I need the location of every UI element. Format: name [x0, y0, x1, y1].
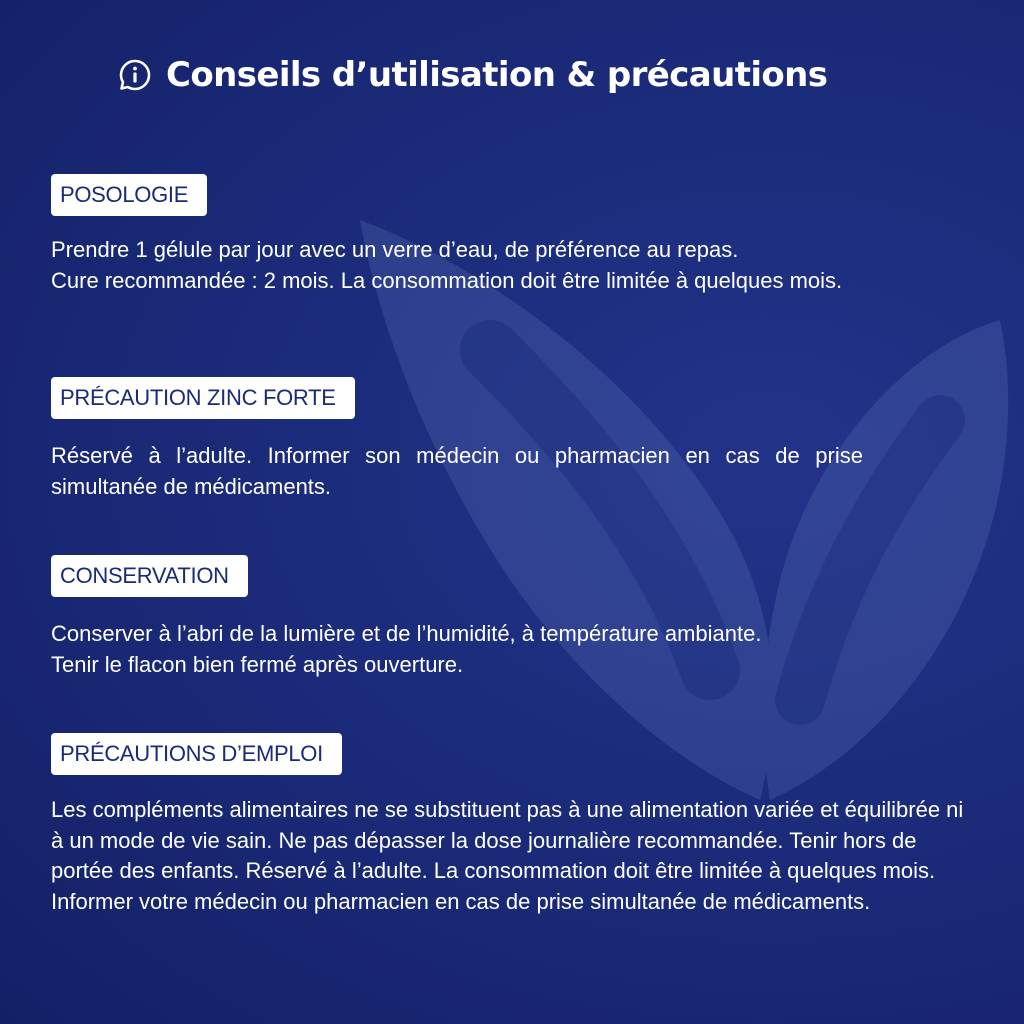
conservation-line: Tenir le flacon bien fermé après ouverture.: [51, 651, 464, 677]
conservation-text: [51, 619, 771, 680]
posologie-badge: POSOLOGIE: [51, 174, 207, 216]
conservation-line: Conserver à l’abri de la lumière et de l’humidité, à température ambiante.: [51, 621, 762, 646]
page-title: Conseils d’utilisation & précautions: [166, 55, 828, 95]
precautions-emploi-badge: PRÉCAUTIONS D’EMPLOI: [51, 733, 342, 775]
posologie-line: Cure recommandée : 2 mois. La consommation doit être limitée à quelques mois.: [51, 267, 843, 293]
page-header: [118, 52, 827, 98]
precautions-emploi-line: Les compléments alimentaires ne se substituent pas à une alimentation variée et équilibrée ni à un mode de vie sain. Ne pas dépasser la dose journalière recommandée. Tenir hors de portée des enfants. Réservé à l’adulte. La consommation doit être limitée à quelques mois. Informer votre médecin ou pharmacien en cas de prise simultanée de médicaments.: [51, 797, 964, 914]
posologie-line: Prendre 1 gélule par jour avec un verre d’eau, de préférence au repas.: [51, 237, 739, 262]
conservation-badge: CONSERVATION: [51, 555, 248, 597]
precaution-zinc-badge: PRÉCAUTION ZINC FORTE: [51, 377, 355, 419]
precaution-zinc-text: [51, 441, 863, 502]
precaution-zinc-line: Réservé à l’adulte. Informer son médecin ou pharmacien en cas de prise simultanée de médicaments.: [51, 443, 863, 499]
info-icon: [118, 58, 152, 92]
posologie-text: [51, 235, 947, 296]
precautions-emploi-text: [51, 795, 971, 917]
